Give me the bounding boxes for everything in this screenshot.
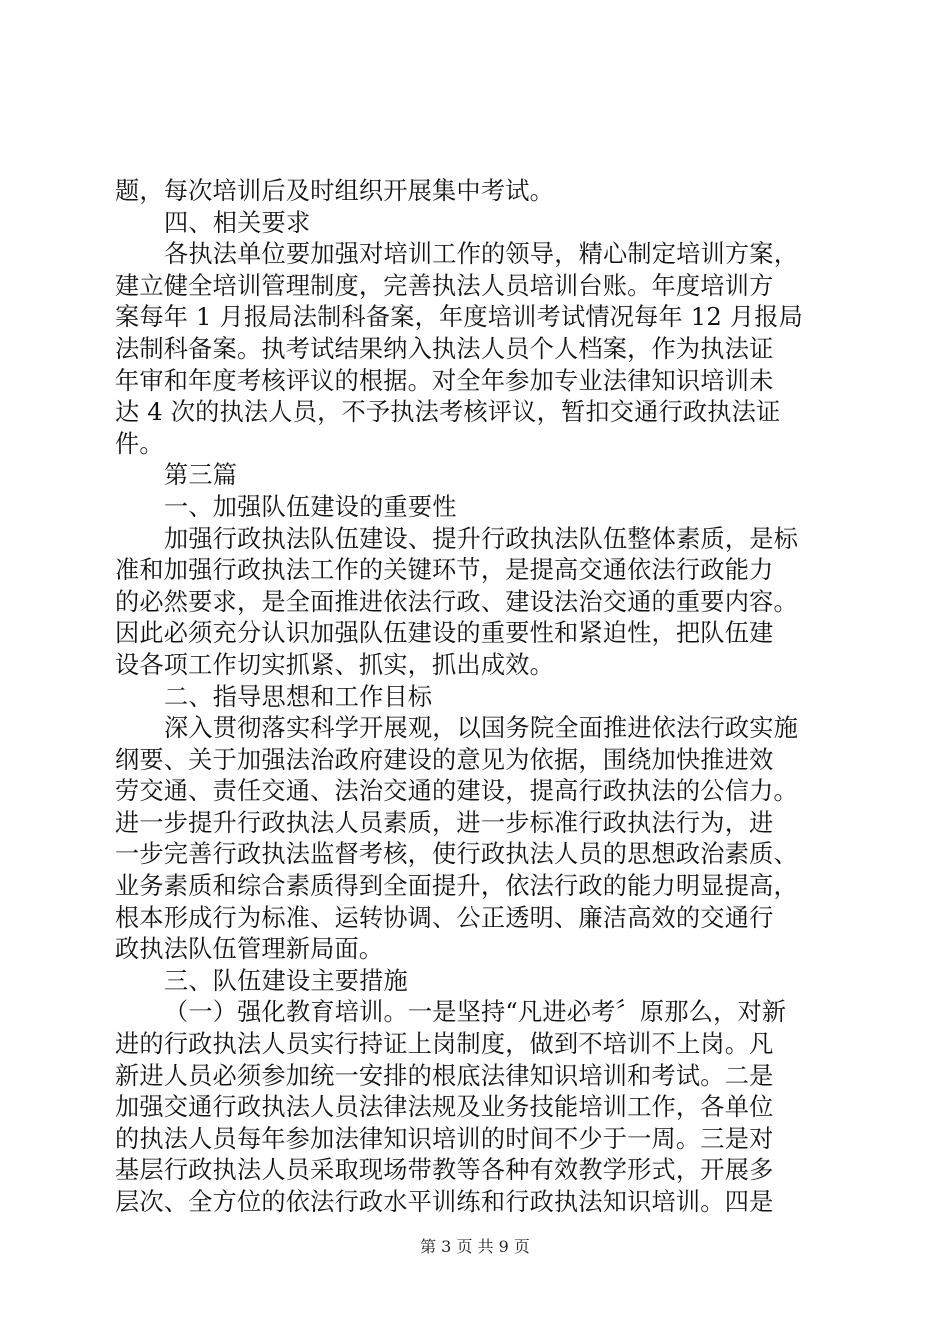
- text-line: 件。: [115, 429, 164, 458]
- text-line: 纲要、关于加强法治政府建设的意见为依据，围绕加快推进效: [115, 745, 774, 774]
- text-line: 劳交通、责任交通、法治交通的建设，提高行政执法的公信力。: [115, 777, 798, 806]
- text-line: 题，每次培训后及时组织开展集中考试。: [115, 177, 554, 205]
- text-line: 进的行政执法人员实行持证上岗制度，做到不培训不上岗。凡: [115, 1030, 774, 1059]
- document-body: [115, 176, 845, 1219]
- section-heading: 二、指导思想和工作目标: [164, 682, 433, 711]
- page-footer: [0, 1237, 950, 1257]
- text-line: 加强行政执法队伍建设、提升行政执法队伍整体素质，是标: [164, 524, 799, 553]
- text-line: 根本形成行为标准、运转协调、公正透明、廉洁高效的交通行: [115, 903, 774, 932]
- text-line: 新进人员必须参加统一安排的根底法律知识培训和考试。二是: [115, 1061, 774, 1090]
- text-line: 年审和年度考核评议的根据。对全年参加专业法律知识培训未: [115, 366, 774, 395]
- text-line: 层次、全方位的依法行政水平训练和行政执法知识培训。四是: [115, 1188, 774, 1216]
- text-line: 的必然要求，是全面推进依法行政、建设法治交通的重要内容。: [115, 587, 798, 616]
- text-line: 的执法人员每年参加法律知识培训的时间不少于一周。三是对: [115, 1124, 774, 1153]
- text-line: 政执法队伍管理新局面。: [115, 935, 384, 964]
- text-line: 进一步提升行政执法人员素质，进一步标准行政执法行为，进: [115, 808, 774, 837]
- text-line: 深入贯彻落实科学开展观，以国务院全面推进依法行政实施: [164, 714, 799, 743]
- text-line: 准和加强行政执法工作的关键环节，是提高交通依法行政能力: [115, 556, 774, 585]
- text-line: （一）强化教育培训。一是坚持“凡进必考〞原那么，对新: [164, 998, 787, 1027]
- text-line: 基层行政执法人员采取现场带教等各种有效教学形式，开展多: [115, 1156, 774, 1185]
- text-line: 业务素质和综合素质得到全面提升，依法行政的能力明显提高，: [115, 872, 798, 901]
- text-line: 案每年 1 月报局法制科备案，年度培训考试情况每年 12 月报局: [115, 303, 804, 332]
- text-line: 因此必须充分认识加强队伍建设的重要性和紧迫性，把队伍建: [115, 619, 774, 648]
- chapter-heading: 第三篇: [164, 461, 238, 490]
- text-line: 法制科备案。执考试结果纳入执法人员个人档案，作为执法证: [115, 334, 774, 363]
- page-number: 第 3 页 共 9 页: [420, 1237, 530, 1256]
- section-heading: 三、队伍建设主要措施: [164, 966, 408, 995]
- text-line: 达 4 次的执法人员，不予执法考核评议，暂扣交通行政执法证: [115, 398, 781, 427]
- section-heading: 一、加强队伍建设的重要性: [164, 492, 457, 521]
- text-line: 一步完善行政执法监督考核，使行政执法人员的思想政治素质、: [115, 840, 798, 869]
- text-line: 建立健全培训管理制度，完善执法人员培训台账。年度培训方: [115, 271, 774, 300]
- text-line: 设各项工作切实抓紧、抓实，抓出成效。: [115, 650, 554, 679]
- section-heading: 四、相关要求: [164, 208, 311, 237]
- text-line: 各执法单位要加强对培训工作的领导，精心制定培训方案，: [164, 240, 799, 269]
- text-line: 加强交通行政执法人员法律法规及业务技能培训工作，各单位: [115, 1093, 774, 1122]
